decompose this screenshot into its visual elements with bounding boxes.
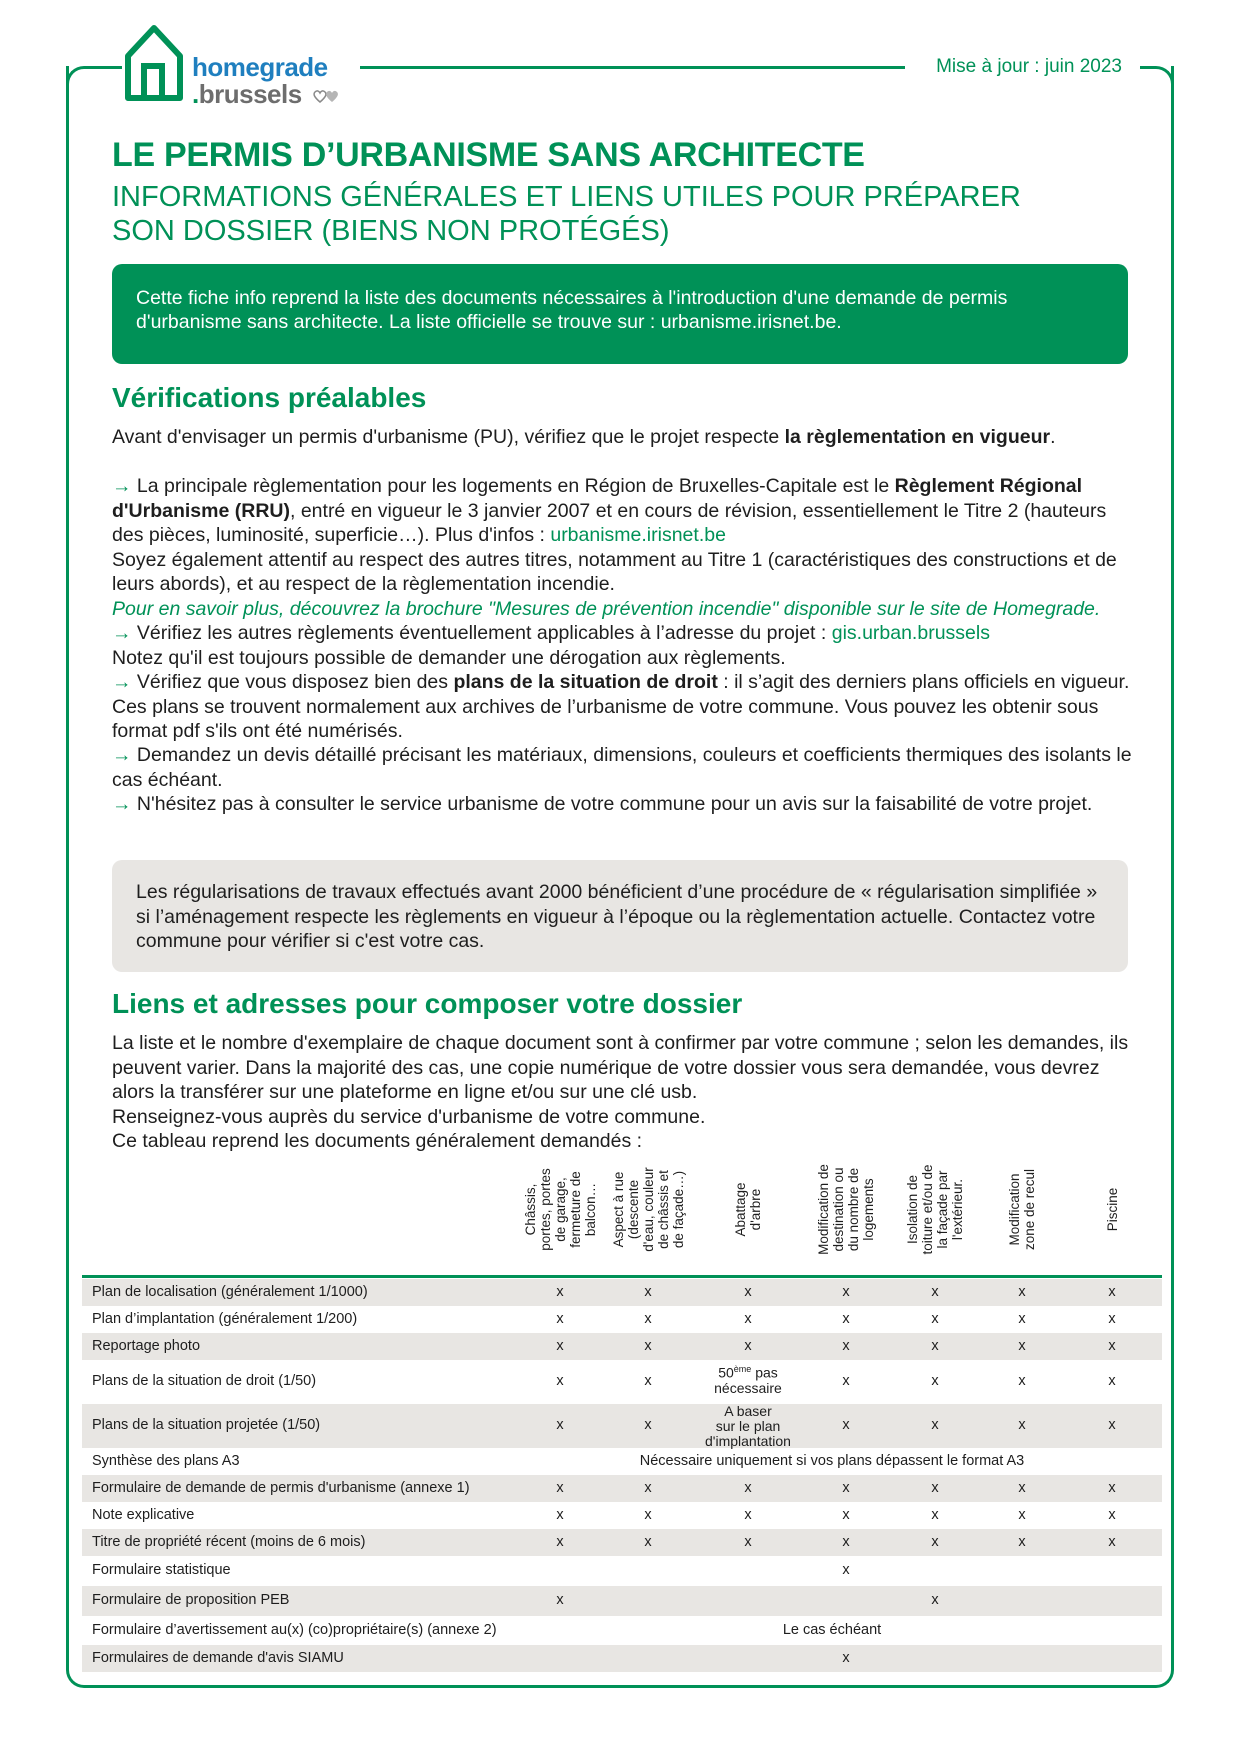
column-header-line: Aspect à rue (610, 1171, 626, 1248)
table-cell: x (1018, 1337, 1026, 1354)
table-cell: x (1018, 1417, 1026, 1433)
homegrade-logo[interactable] (122, 22, 352, 109)
table-cell: x (556, 1310, 564, 1327)
table-cell: x (1108, 1283, 1116, 1300)
column-header-6 (1007, 1157, 1037, 1262)
row-label: Synthèse des plans A3 (92, 1452, 240, 1469)
row-span-note: Le cas échéant (782, 1621, 882, 1638)
row-label: Plan de localisation (généralement 1/1000) (92, 1283, 368, 1300)
page-title: LE PERMIS D’URBANISME SANS ARCHITECTE (112, 136, 865, 174)
arrow-icon: → (112, 744, 132, 766)
table-cell: x (744, 1337, 752, 1354)
table-cell: x (1108, 1479, 1116, 1496)
table-cell: x (556, 1533, 564, 1550)
table-cell: x (1108, 1310, 1116, 1327)
table-cell: x (1018, 1283, 1026, 1300)
link-gis-urban[interactable]: gis.urban.brussels (831, 622, 990, 644)
row-label: Plan d’implantation (généralement 1/200) (92, 1310, 358, 1327)
abattage-projetee-note (702, 1404, 794, 1448)
text: La principale règlementation pour les logements en Région de Bruxelles-Capitale est le (131, 475, 895, 497)
row-label: Reportage photo (92, 1337, 201, 1354)
table-cell: x (931, 1373, 939, 1389)
table-cell: x (744, 1310, 752, 1327)
bullet-plans-droit (112, 670, 1132, 744)
frame-top-line-mid (360, 66, 905, 69)
update-date: Mise à jour : juin 2023 (926, 56, 1132, 78)
table-cell: x (1018, 1310, 1026, 1327)
table-cell: x (1108, 1373, 1116, 1389)
section-heading-liens: Liens et adresses pour composer votre dossier (112, 988, 743, 1019)
logo-text-brussels (192, 79, 302, 110)
column-header-line: Abattage (733, 1182, 748, 1237)
sup: ème (733, 1364, 752, 1374)
column-header-line: de garage, (552, 1177, 568, 1242)
text: Ce tableau reprend les documents généralement demandés : (112, 1130, 643, 1152)
column-header-7 (1105, 1157, 1120, 1262)
table-row (82, 1360, 1162, 1404)
table-cell: x (644, 1533, 652, 1550)
table-cell: x (1018, 1533, 1026, 1550)
table-cell: x (931, 1337, 939, 1354)
table-cell: x (931, 1533, 939, 1550)
table-cell: x (644, 1506, 652, 1523)
column-header-line: Modification (1007, 1173, 1022, 1246)
bullet-service-urbanisme (112, 792, 1132, 817)
table-row (82, 1279, 1162, 1306)
row-label: Formulaire d’avertissement au(x) (co)propriétaire(s) (annexe 2) (92, 1621, 497, 1638)
section-heading-verifications: Vérifications préalables (112, 382, 427, 413)
table-cell: x (556, 1283, 564, 1300)
row-span-note: Nécessaire uniquement si vos plans dépassent le format A3 (639, 1452, 1025, 1469)
arrow-icon: → (112, 671, 132, 693)
table-row (82, 1645, 1162, 1672)
table-cell: x (842, 1337, 850, 1354)
table-cell: x (842, 1649, 850, 1666)
logo-dot: . (192, 79, 199, 109)
brochure-note: Pour en savoir plus, découvrez la brochure "Mesures de prévention incendie" disponible sur le site de Homegrade. (112, 597, 1101, 620)
arrow-icon: → (112, 475, 132, 497)
table-cell: x (644, 1417, 652, 1433)
logo-brussels-word: brussels (198, 79, 302, 109)
table-cell: x (1018, 1479, 1026, 1496)
column-header-line: toiture et/ou de (920, 1164, 935, 1255)
table-row (82, 1529, 1162, 1556)
table-row (82, 1616, 1162, 1645)
table-cell: x (1018, 1506, 1026, 1523)
table-cell: x (1108, 1506, 1116, 1523)
column-header-3 (733, 1157, 763, 1262)
table-row (82, 1448, 1162, 1475)
column-header-5 (905, 1157, 965, 1262)
page-subtitle: INFORMATIONS GÉNÉRALES ET LIENS UTILES POUR PRÉPARER SON DOSSIER (BIENS NON PROTÉGÉS) (112, 181, 1021, 247)
row-label: Formulaire statistique (92, 1562, 231, 1578)
column-header-line: Isolation de (905, 1174, 920, 1245)
table-row (82, 1556, 1162, 1586)
arrow-icon: → (112, 622, 132, 644)
table-cell: x (556, 1337, 564, 1354)
table-cell: x (931, 1283, 939, 1300)
bullet-rru (112, 474, 1132, 621)
table-row (82, 1306, 1162, 1333)
table-cell: x (556, 1506, 564, 1523)
text: La liste et le nombre d'exemplaire de chaque document sont à confirmer par votre commune ; selon les demandes, ils peuvent varier. Dans la majorité des cas, une copie numérique de votre dossier vous sera demandée, vous devrez alors la transférer sur une plateforme en ligne et/ou sur une clé usb. (112, 1032, 1129, 1103)
abattage-droit-note (702, 1362, 794, 1402)
section2-text (112, 1031, 1132, 1154)
table-row (82, 1502, 1162, 1529)
text: N'hésitez pas à consulter le service urbanisme de votre commune pour un avis sur la faisabilité de votre projet. (131, 793, 1093, 815)
table-cell: x (744, 1533, 752, 1550)
row-label: Formulaires de demande d'avis SIAMU (92, 1649, 344, 1666)
row-label: Plans de la situation de droit (1/50) (92, 1373, 317, 1389)
table-header-rule (82, 1275, 1162, 1278)
table-cell: x (644, 1337, 652, 1354)
note-line: d'implantation (705, 1433, 791, 1449)
column-header-line: de façade…) (670, 1170, 686, 1249)
column-header-line: l'extérieur. (950, 1178, 965, 1241)
table-row (82, 1333, 1162, 1360)
text: Vérifiez que vous disposez bien des (131, 671, 454, 693)
row-label: Plans de la situation projetée (1/50) (92, 1417, 321, 1433)
column-header-line: logements (861, 1178, 876, 1241)
text: , entré en vigueur le 3 janvier 2007 et en cours de révision, essentiellement le Titre 2 (hauteurs des pièces, luminosité, superficie…). Plus d'infos : (112, 499, 1107, 546)
text-bold: Règlement Régional d'Urbanisme (RRU) (112, 475, 1083, 522)
column-header-line: Modification de (816, 1164, 831, 1255)
column-header-line: d'arbre (748, 1188, 763, 1231)
text: Notez qu'il est toujours possible de demander une dérogation aux règlements. (112, 646, 786, 669)
section1-intro (112, 425, 1132, 450)
table-cell: x (644, 1310, 652, 1327)
table-cell: x (744, 1283, 752, 1300)
table-cell: x (842, 1310, 850, 1327)
table-cell: x (931, 1506, 939, 1523)
text-bold: la règlementation en vigueur (784, 426, 1051, 448)
table-row (82, 1404, 1162, 1448)
column-header-line: la façade par (935, 1170, 950, 1249)
frame-top-line-left (88, 66, 122, 69)
table-cell: x (842, 1479, 850, 1496)
table-row (82, 1475, 1162, 1502)
table-cell: x (842, 1533, 850, 1550)
table-cell: x (842, 1417, 850, 1433)
text: Renseignez-vous auprès du service d'urbanisme de votre commune. (112, 1105, 706, 1128)
table-cell: x (842, 1283, 850, 1300)
hearts-icon (312, 88, 342, 104)
table-cell: x (931, 1417, 939, 1433)
text: pas (751, 1364, 778, 1381)
num: 50 (718, 1364, 734, 1381)
text: Vérifiez les autres règlements éventuellement applicables à l’adresse du projet : (131, 622, 832, 644)
column-header-line: Châssis, (522, 1183, 538, 1236)
column-header-2 (611, 1157, 686, 1262)
column-header-line: portes, portes (537, 1168, 553, 1251)
table-cell: x (1108, 1417, 1116, 1433)
text: nécessaire (714, 1379, 782, 1396)
bullet-devis (112, 743, 1132, 792)
table-cell: x (1018, 1373, 1026, 1389)
table-cell: x (931, 1310, 939, 1327)
text: : il s’agit des derniers plans officiels en vigueur. Ces plans se trouvent normalement aux archives de l’urbanisme de votre commune. Vous pouvez les obtenir sous format pdf s'ils ont été numérisés. (112, 671, 1130, 742)
table-cell: x (556, 1592, 564, 1608)
table-cell: x (931, 1479, 939, 1496)
row-label: Formulaire de proposition PEB (92, 1592, 290, 1608)
arrow-icon: → (112, 793, 132, 815)
row-label: Formulaire de demande de permis d'urbanisme (annexe 1) (92, 1479, 470, 1496)
bullet-reglements (112, 621, 1132, 670)
house-icon (122, 22, 192, 104)
row-label: Note explicative (92, 1506, 195, 1523)
regularisation-box: Les régularisations de travaux effectués avant 2000 bénéficient d’une procédure de « régularisation simplifiée » si l’aménagement respecte les règlements en vigueur à l’époque ou la règlementation actuelle. Contactez votre commune pour vérifier si c'est votre cas. (112, 860, 1128, 972)
logo-text-homegrade: homegrade (192, 52, 328, 82)
text-bold: plans de la situation de droit (453, 671, 718, 693)
column-header-line: du nombre de (846, 1167, 861, 1252)
intro-box: Cette fiche info reprend la liste des documents nécessaires à l'introduction d'une demande de permis d'urbanisme sans architecte. La liste officielle se trouve sur : urbanisme.irisnet.be. (112, 264, 1128, 364)
text: Avant d'envisager un permis d'urbanisme (PU), vérifiez que le projet respecte (112, 426, 785, 448)
column-header-line: destination ou (831, 1167, 846, 1252)
column-header-line: de châssis et (655, 1170, 671, 1249)
table-cell: x (644, 1373, 652, 1389)
table-cell: x (842, 1506, 850, 1523)
table-cell: x (556, 1417, 564, 1433)
table-cell: x (842, 1562, 850, 1578)
table-cell: x (1108, 1337, 1116, 1354)
column-header-line: Piscine (1104, 1187, 1120, 1232)
text: Soyez également attentif au respect des autres titres, notamment au Titre 1 (caractéristiques des constructions et de leurs abords), et au respect de la règlementation incendie. (112, 548, 1117, 595)
row-label: Titre de propriété récent (moins de 6 mois) (92, 1533, 366, 1550)
column-header-4 (816, 1157, 876, 1262)
text: Demandez un devis détaillé précisant les matériaux, dimensions, couleurs et coefficients thermiques des isolants le cas échéant. (112, 744, 1132, 791)
table-cell: x (744, 1506, 752, 1523)
column-header-line: fermeture de (567, 1171, 583, 1248)
text: . (1050, 426, 1056, 448)
table-cell: x (744, 1479, 752, 1496)
table-cell: x (842, 1373, 850, 1389)
column-header-line: balcon… (582, 1182, 598, 1237)
column-header-line: d'eau, couleur (640, 1167, 656, 1252)
table-row (82, 1586, 1162, 1616)
link-urbanisme-irisnet[interactable]: urbanisme.irisnet.be (550, 524, 726, 546)
column-header-line: zone de recul (1022, 1168, 1037, 1251)
column-header-1 (523, 1157, 598, 1262)
table-cell: x (644, 1479, 652, 1496)
table-cell: x (644, 1283, 652, 1300)
table-cell: x (931, 1592, 939, 1608)
table-cell: x (556, 1479, 564, 1496)
table-cell: x (1108, 1533, 1116, 1550)
note-line: A baser (724, 1403, 772, 1419)
table-cell: x (556, 1373, 564, 1389)
note-line: sur le plan (715, 1418, 781, 1434)
column-header-line: (descente (625, 1179, 641, 1240)
